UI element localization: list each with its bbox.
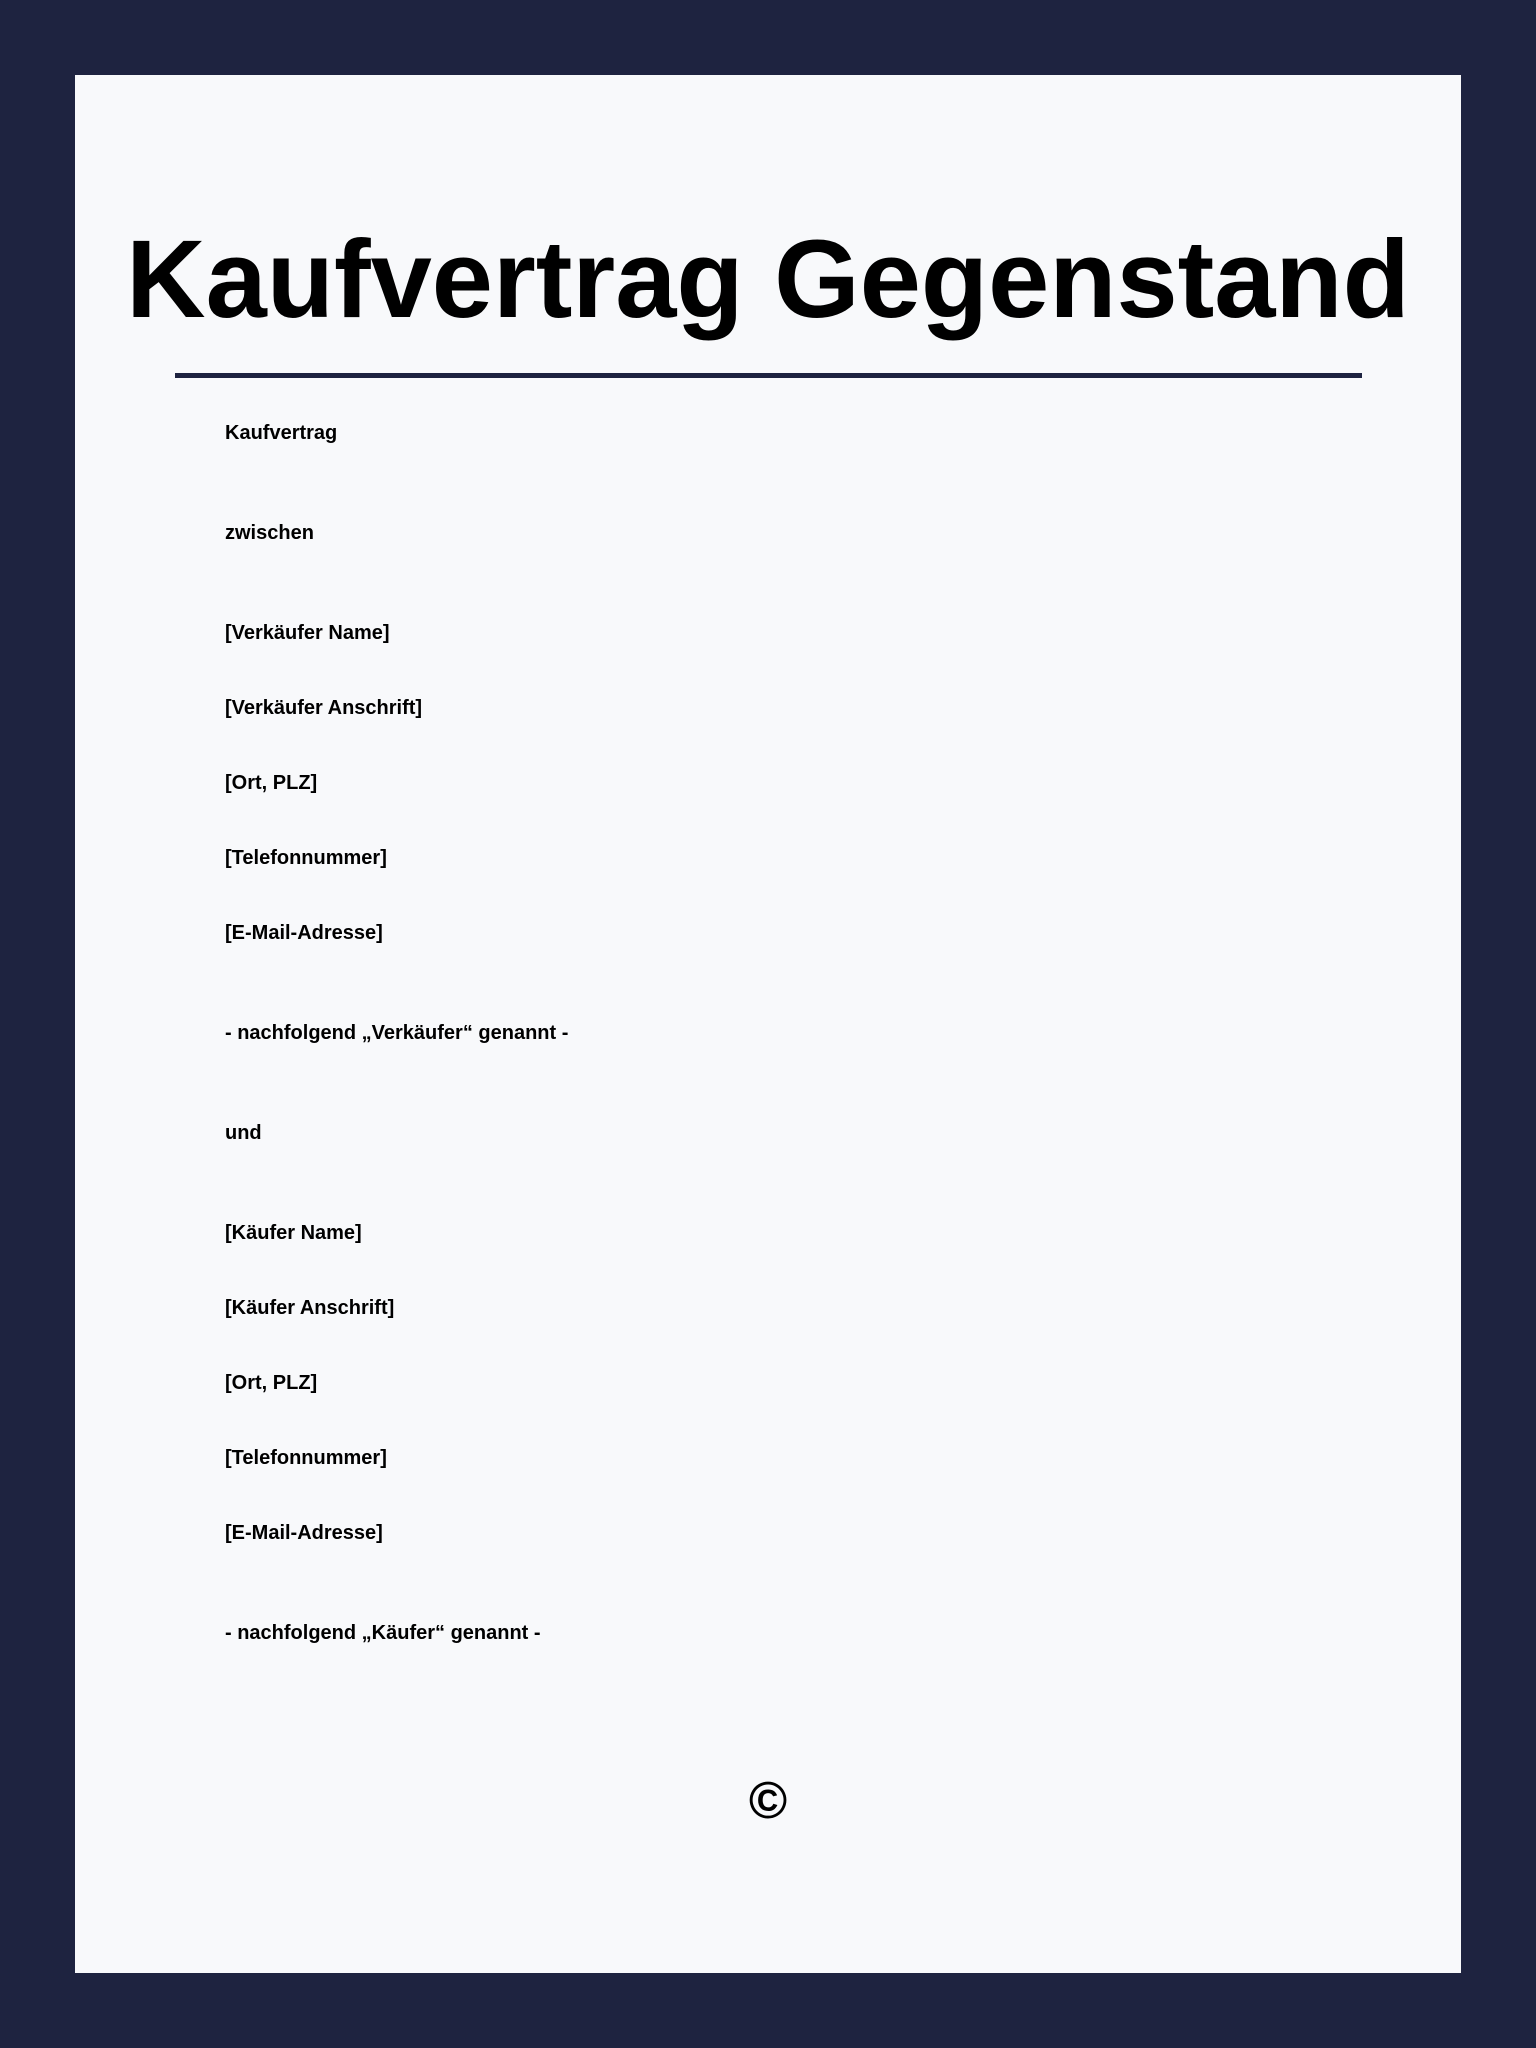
seller-email: [E-Mail-Adresse] bbox=[225, 922, 383, 944]
seller-designation: - nachfolgend „Verkäufer“ genannt - bbox=[225, 1022, 569, 1044]
seller-city-zip: [Ort, PLZ] bbox=[225, 772, 318, 794]
seller-address: [Verkäufer Anschrift] bbox=[225, 697, 423, 719]
seller-name: [Verkäufer Name] bbox=[225, 622, 390, 644]
buyer-name: [Käufer Name] bbox=[225, 1222, 362, 1244]
buyer-email: [E-Mail-Adresse] bbox=[225, 1522, 383, 1544]
between-text: zwischen bbox=[225, 522, 314, 544]
document-page bbox=[75, 75, 1461, 1973]
contract-heading: Kaufvertrag bbox=[225, 422, 338, 444]
buyer-phone: [Telefonnummer] bbox=[225, 1447, 387, 1469]
document-title: Kaufvertrag Gegenstand bbox=[126, 218, 1410, 341]
buyer-city-zip: [Ort, PLZ] bbox=[225, 1372, 318, 1394]
buyer-designation: - nachfolgend „Käufer“ genannt - bbox=[225, 1622, 541, 1644]
buyer-address: [Käufer Anschrift] bbox=[225, 1297, 395, 1319]
copyright-icon: © bbox=[748, 1772, 788, 1830]
and-text: und bbox=[225, 1122, 262, 1144]
title-divider bbox=[175, 373, 1362, 378]
seller-phone: [Telefonnummer] bbox=[225, 847, 387, 869]
